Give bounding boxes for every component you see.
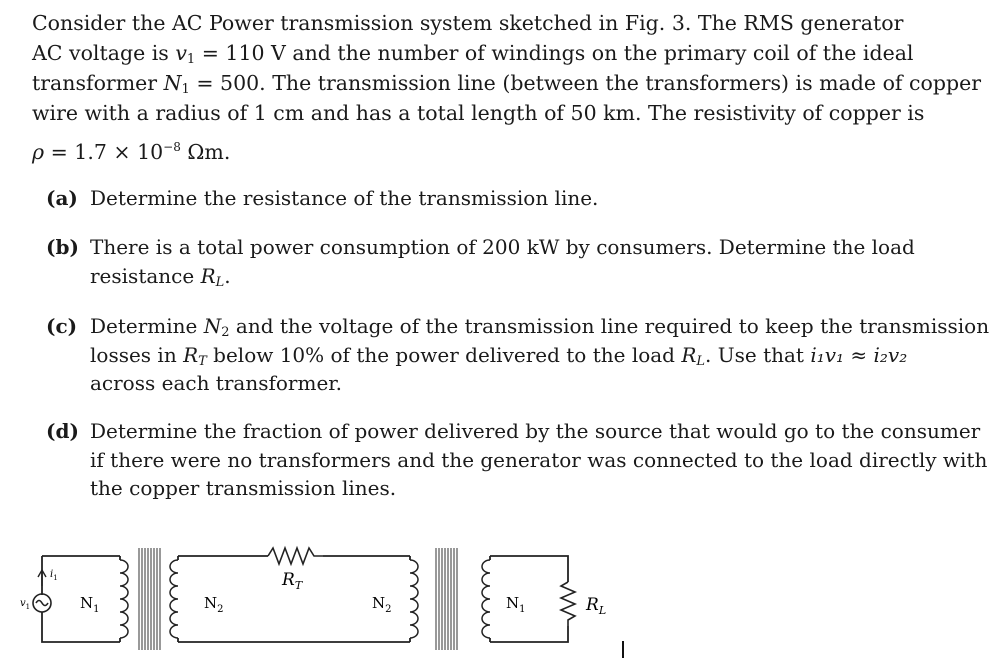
question-c-line-2: losses in $R_T$ below 10% of the power delivered to the load $R_L$. Use that i₁v₁ ≈ i₂v₂ — [90, 342, 908, 369]
resistor-rl-icon — [561, 582, 575, 626]
source-voltage-label: $v_1$ — [20, 598, 31, 611]
resistor-rt-icon — [268, 548, 323, 564]
resistivity-equation: $\rho = 1.7 \times 10^{-8}$ Ωm. — [32, 140, 231, 164]
question-c-line-1: Determine $N_2$ and the voltage of the transmission line required to keep the transmission — [90, 314, 990, 340]
source-current-label: $i_1$ — [50, 569, 58, 582]
transformer-core-1-icon — [139, 548, 160, 650]
question-d-line-2: if there were no transformers and the generator was connected to the load directly with — [90, 447, 988, 472]
question-c-label: (c) — [46, 314, 78, 338]
question-a-text: Determine the resistance of the transmission line. — [90, 186, 599, 210]
question-b-line-2: resistance $R_L$. — [90, 263, 231, 290]
text-cursor — [622, 641, 624, 658]
coil-3-icon — [410, 560, 418, 638]
coil-3-label: $N_2$ — [372, 594, 392, 615]
wire-loop-3 — [490, 556, 568, 642]
question-d-label: (d) — [46, 419, 79, 443]
coil-1-icon — [120, 560, 128, 638]
current-arrow-icon — [38, 570, 46, 586]
coil-4-label: $N_1$ — [506, 594, 526, 615]
resistor-rl-label: $R_L$ — [586, 595, 607, 617]
intro-line-1: Consider the AC Power transmission system sketched in Fig. 3. The RMS generator — [32, 11, 904, 35]
question-c-line-3: across each transformer. — [90, 371, 343, 395]
question-a-label: (a) — [46, 186, 78, 210]
intro-line-2: AC voltage is $v_1 = 110$ V and the number of windings on the primary coil of the ideal — [32, 41, 914, 67]
question-b-label: (b) — [46, 235, 79, 259]
transformer-core-2-icon — [436, 548, 457, 650]
intro-line-4: wire with a radius of 1 cm and has a total length of 50 km. The resistivity of copper is — [32, 101, 925, 125]
ac-source-icon — [33, 594, 51, 612]
coil-2-icon — [170, 560, 178, 638]
coil-4-icon — [482, 560, 490, 638]
coil-2-label: $N_2$ — [204, 594, 224, 615]
question-d-line-3: the copper transmission lines. — [90, 476, 397, 500]
resistor-rt-label: $R_T$ — [282, 570, 303, 592]
question-d-line-1: Determine the fraction of power delivered by the source that would go to the consumer — [90, 419, 981, 443]
coil-1-label: $N_1$ — [80, 594, 100, 615]
intro-line-3: transformer $N_1 = 500$. The transmission line (between the transformers) is made of copper — [32, 71, 982, 97]
question-b-line-1: There is a total power consumption of 200 kW by consumers. Determine the load — [90, 235, 915, 259]
